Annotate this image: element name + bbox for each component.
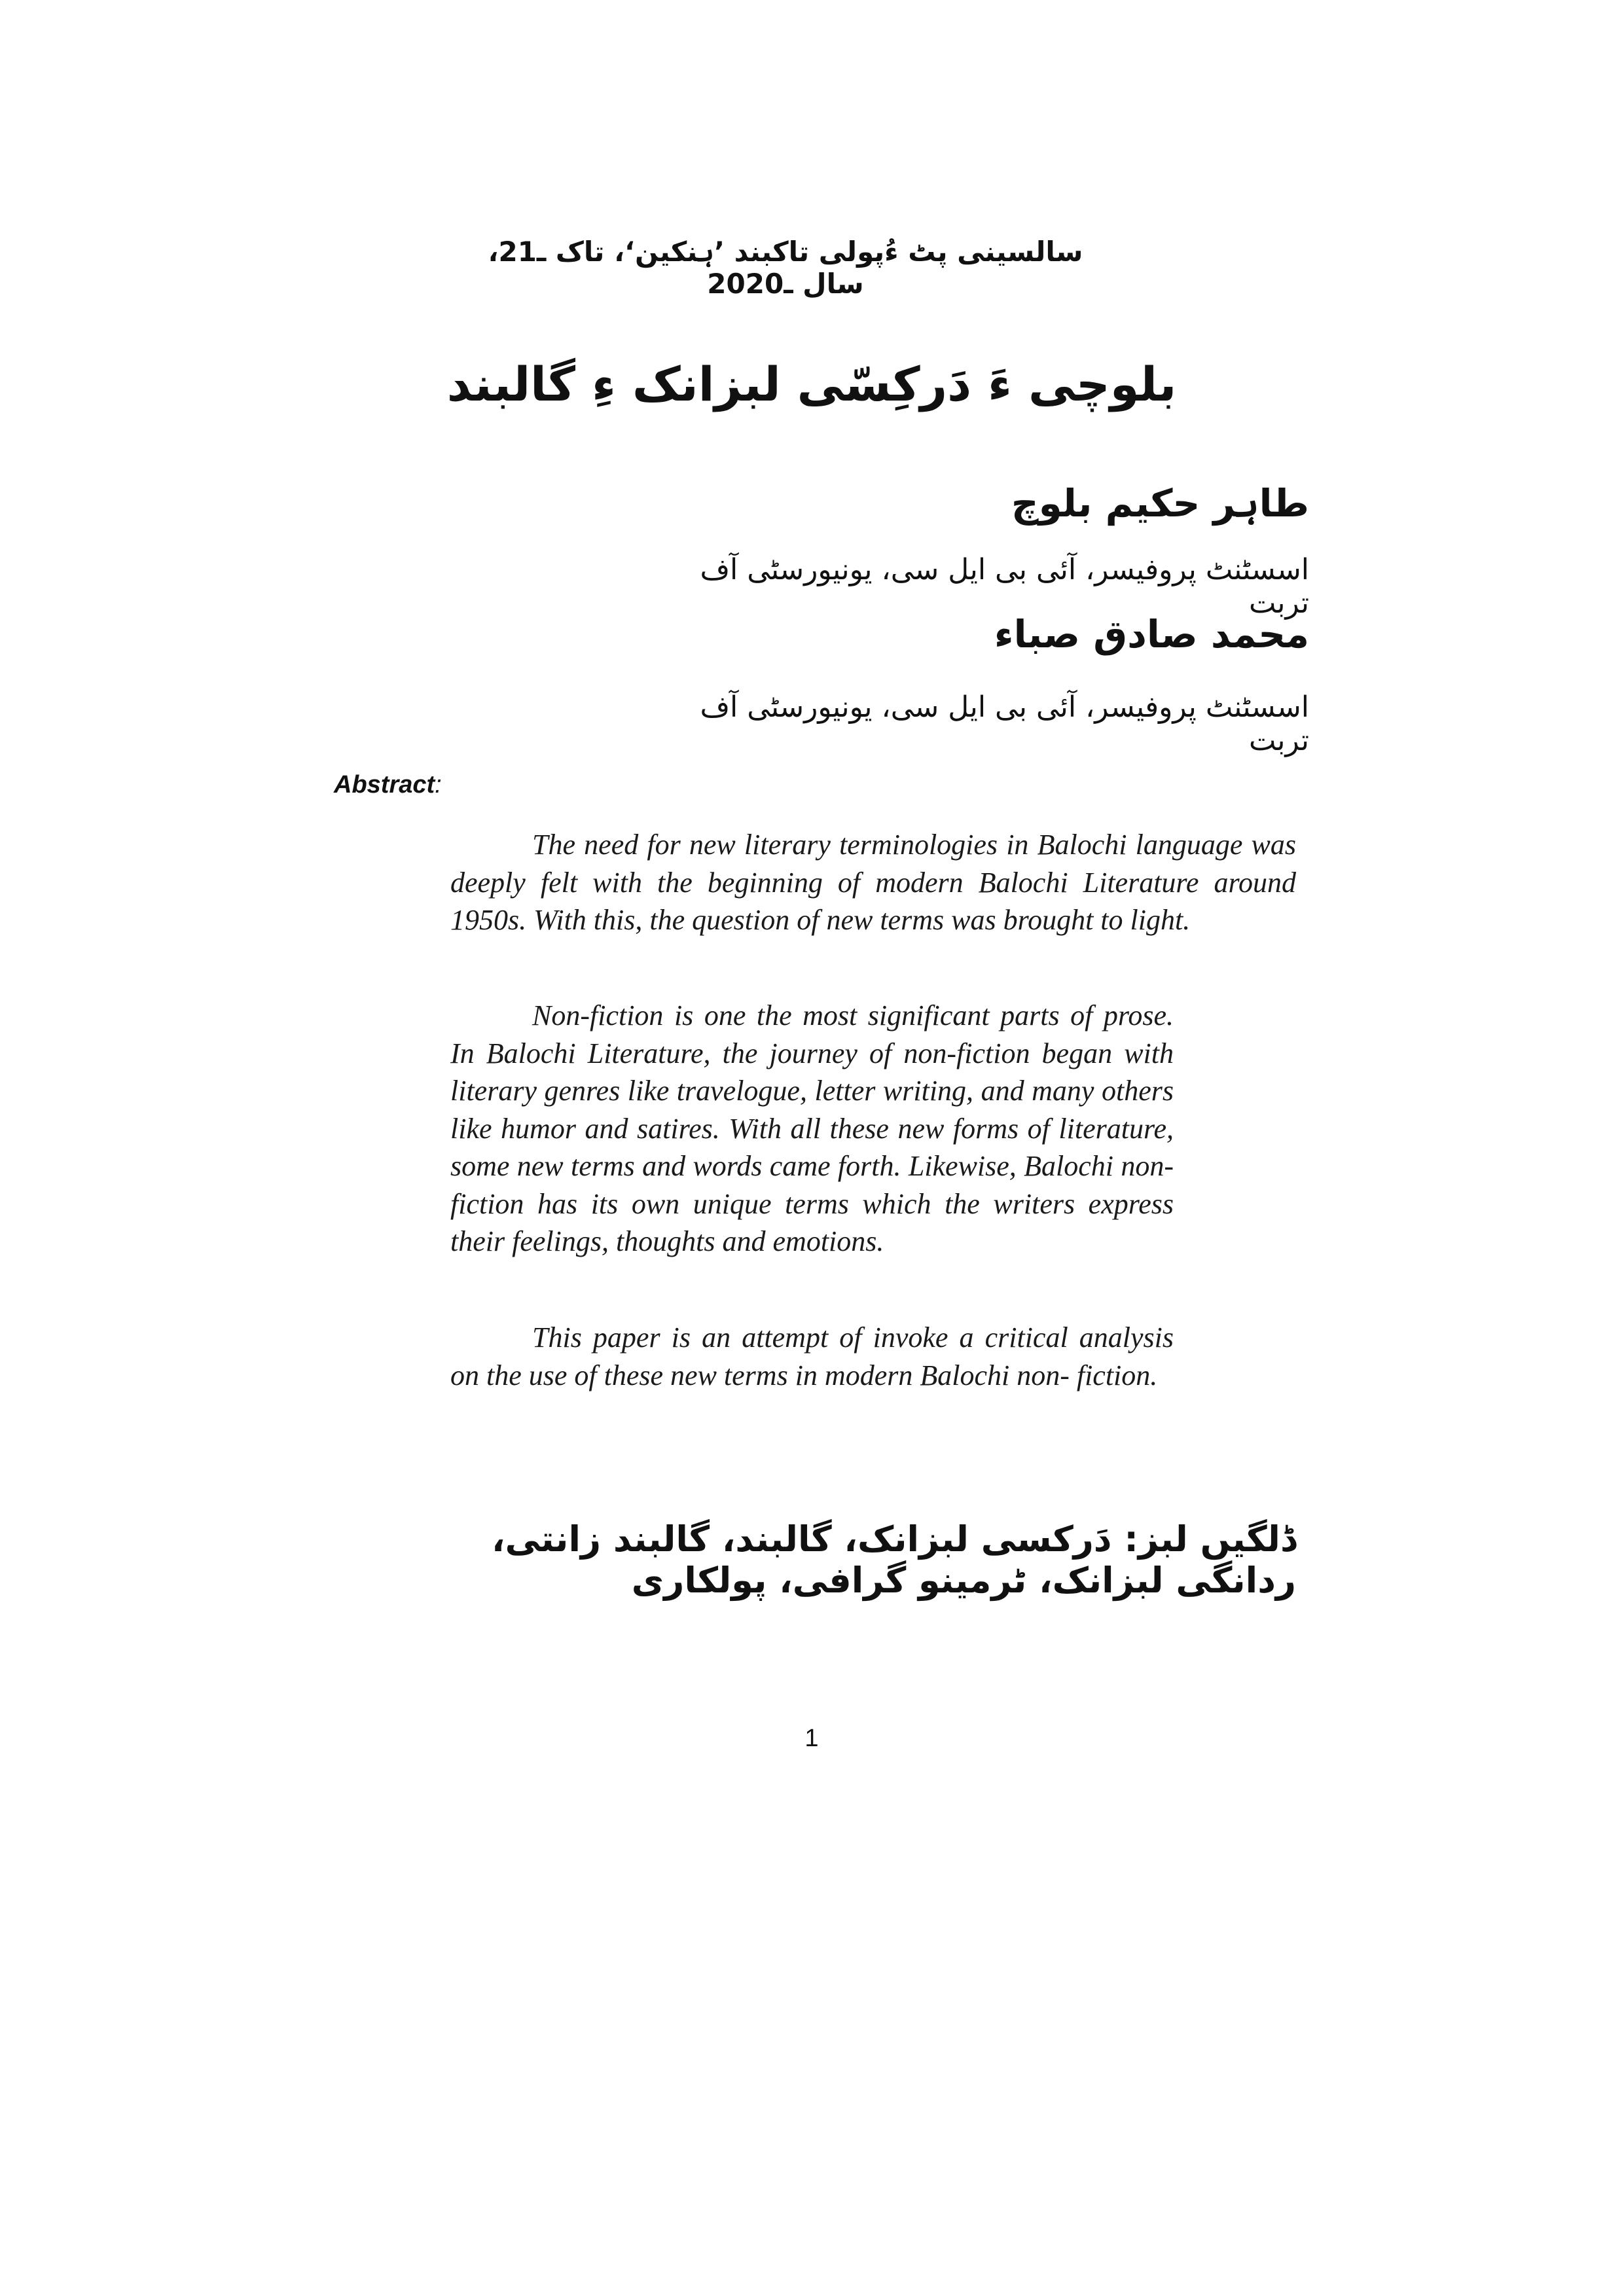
author-affiliation-1: اسسٹنٹ پروفیسر، آئی بی ایل سی، یونیورسٹی آف تربت bbox=[700, 553, 1309, 620]
abstract-paragraph-2: Non-fiction is one the most significant parts of prose. In Balochi Literature, the journey of non-fiction began with literary genres like travelogue, letter writing, and many others like humor and satires. With all these new forms of literature, some new terms and words came forth. Likewise, Balochi non-fiction has its own unique terms which the writers express their feelings, thoughts and emotions. bbox=[450, 999, 1174, 1257]
abstract-paragraph-3: This paper is an attempt of invoke a critical analysis on the use of these new terms in modern Balochi non- fiction. bbox=[450, 1321, 1174, 1391]
author-affiliation-2: اسسٹنٹ پروفیسر، آئی بی ایل سی، یونیورسٹی آف تربت bbox=[700, 691, 1309, 757]
abstract-label: Abstract bbox=[334, 771, 435, 798]
author-name-1: طاہر حکیم بلوچ bbox=[1011, 481, 1309, 526]
author-name-2: محمد صادق صباء bbox=[994, 612, 1309, 656]
keywords-line: ڈلگیں لبز: دَرکسی لبزانک، گالبند، گالبند زانتی، ردانگی لبزانک، ٹرمینو گرافی، پولکاری bbox=[491, 1518, 1296, 1601]
abstract-colon: : bbox=[435, 771, 442, 798]
paper-title: بلوچی ءَ دَرکِسّی لبزانک ءِ گالبند bbox=[446, 357, 1177, 412]
page-number: 1 bbox=[804, 1725, 819, 1752]
journal-header: سالسینی پٹ ءُپولی تاکبند ’ہنکین‘، تاک ـ21، سال ـ2020 bbox=[488, 236, 1083, 300]
abstract-heading bbox=[334, 771, 442, 799]
abstract-paragraph-1: The need for new literary terminologies in Balochi language was deeply felt with the beginning of modern Balochi Literature around 1950s. With this, the question of new terms was brought to light. bbox=[450, 829, 1296, 936]
